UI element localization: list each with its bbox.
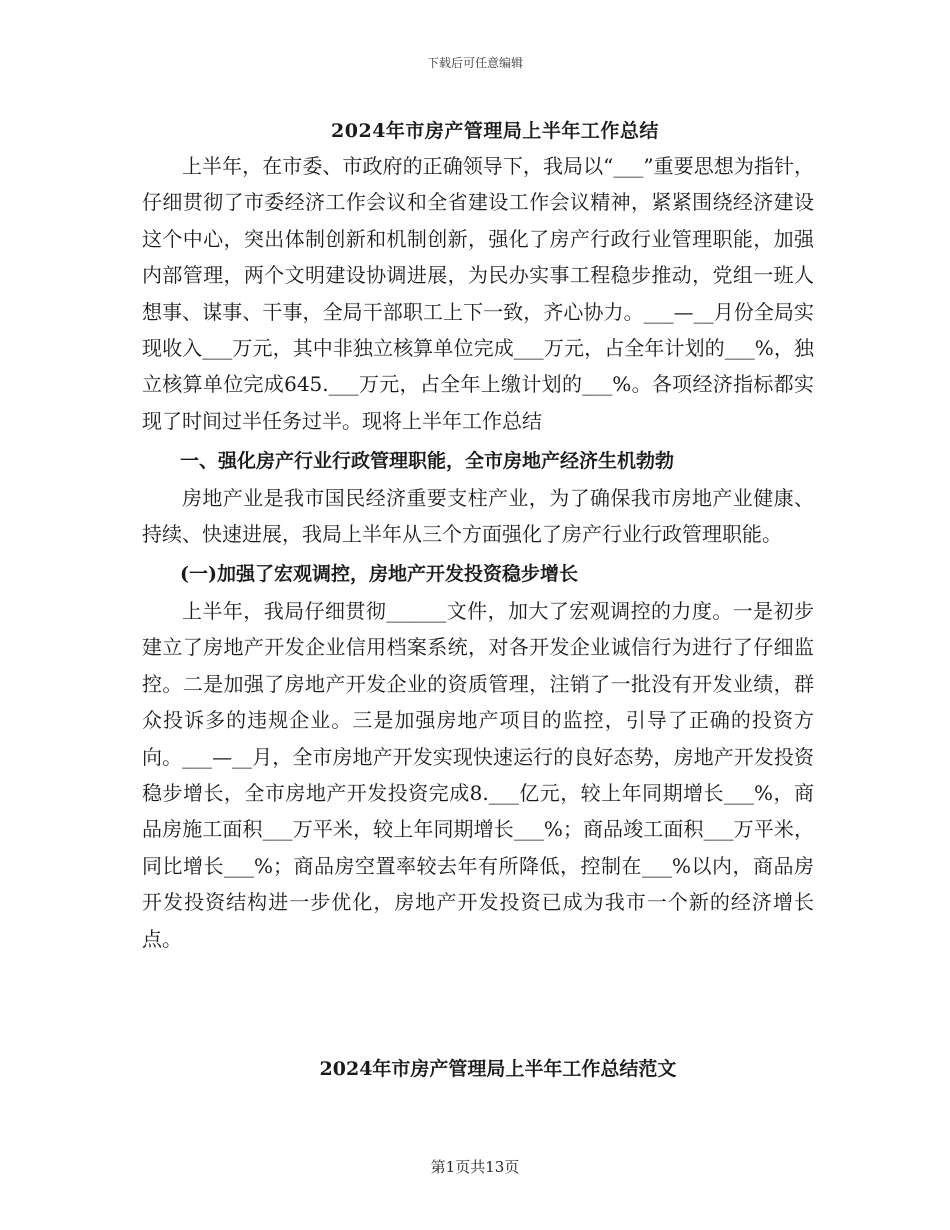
header-note: 下载后可任意编辑 <box>426 56 523 70</box>
document-title: 2024年市房产管理局上半年工作总结 <box>331 120 659 142</box>
document-body <box>142 148 814 957</box>
paragraph: 上半年，我局仔细贯彻______文件，加大了宏观调控的力度。一是初步建立了房地产开发企业信用档案系统，对各开发企业诚信行为进行了仔细监控。二是加强了房地产开发企业的资质管理，注销了一批没有开发业绩，群众投诉多的违规企业。三是加强房地产项目的监控，引导了正确的投资方向。___—__月，全市房地产开发实现快速运行的良好态势，房地产开发投资稳步增长，全市房地产开发投资完成8.___亿元，较上年同期增长___%，商品房施工面积___万平米，较上年同期增长___%；商品竣工面积___万平米，同比增长___%；商品房空置率较去年有所降低，控制在___%以内，商品房开发投资结构进一步优化，房地产开发投资已成为我市一个新的经济增长点。 <box>142 598 814 951</box>
paragraph: 房地产业是我市国民经济重要支柱产业，为了确保我市房地产业健康、持续、快速进展，我局上半年从三个方面强化了房产行业行政管理职能。 <box>142 485 814 547</box>
section-heading: 一、强化房产行业行政管理职能，全市房地产经济生机勃勃 <box>180 450 675 473</box>
next-document-title: 2024年市房产管理局上半年工作总结范文 <box>319 1058 677 1080</box>
page-number: 第1页共13页 <box>430 1158 520 1176</box>
paragraph: 上半年，在市委、市政府的正确领导下，我局以“___”重要思想为指针，仔细贯彻了市委经济工作会议和全省建设工作会议精神，紧紧围绕经济建设这个中心，突出体制创新和机制创新，强化了房产行政行业管理职能，加强内部管理，两个文明建设协调进展，为民办实事工程稳步推动，党组一班人想事、谋事、干事，全局干部职工上下一致，齐心协力。___—__月份全局实现收入___万元，其中非独立核算单位完成___万元，占全年计划的___%，独立核算单位完成645.___万元，占全年上缴计划的___%。各项经济指标都实现了时间过半任务过半。现将上半年工作总结 <box>142 154 814 433</box>
subsection-heading: (一)加强了宏观调控，房地产开发投资稳步增长 <box>180 563 578 586</box>
